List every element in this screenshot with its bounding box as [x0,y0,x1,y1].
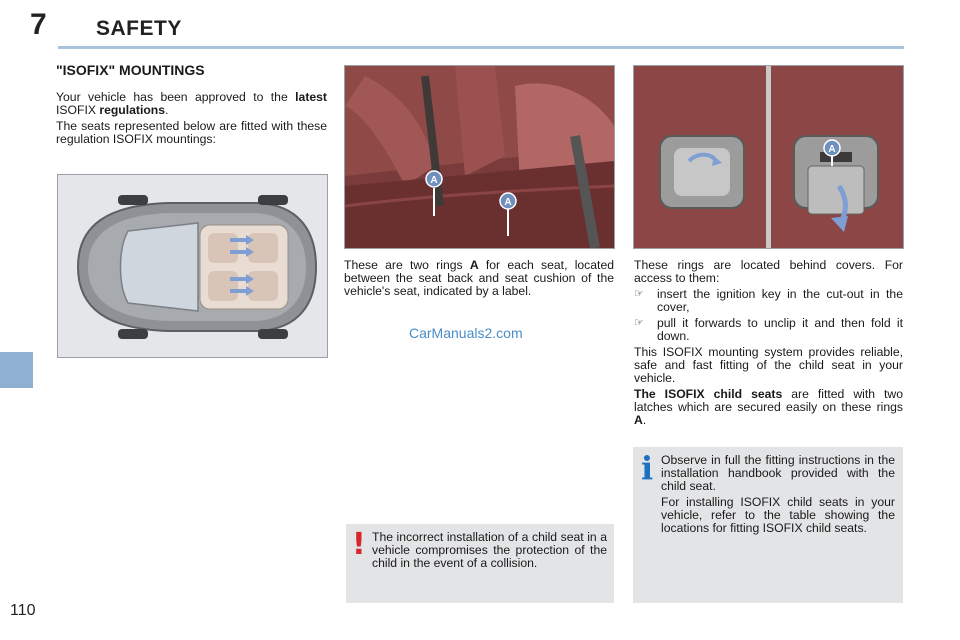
text-part: are fitted with two latches which are secured easily on these rings [634,387,903,414]
intro-text-part: ISOFIX [56,103,100,117]
text-part: These are two rings [344,258,470,272]
car-top-view-illustration [57,174,328,358]
rings-description [344,259,614,301]
ring-covers-svg [634,66,903,248]
text-part: for each seat, located between the seat back and seat cushion of the vehicle's seat, indicated by a label. [344,258,614,298]
ring-label: A [828,144,836,155]
pointer-icon: ☞ [634,317,644,329]
paragraph: Observe in full the fitting instructions in the installation handbook provided with the child seat. [661,453,895,493]
rear-seat-photo [344,65,615,249]
chapter-number: 7 [30,8,47,41]
warning-note-text: The incorrect installation of a child seat in a vehicle compromises the protection of the child in the event of a collision. [372,530,607,570]
ring-ref: A [469,258,479,272]
car-top-view-svg [58,175,327,357]
section-title: "ISOFIX" MOUNTINGS [56,62,205,78]
chapter-title: SAFETY [96,17,182,40]
intro-bold-latest: latest [295,90,327,104]
intro-text-part: Your vehicle has been approved to the [56,90,296,104]
ring-label: A [430,175,438,186]
ring-label: A [504,197,512,208]
list-item-text: pull it forwards to unclip it and then fold it down. [657,316,903,343]
list-item [634,288,903,314]
warning-icon: ! [352,527,366,562]
instruction-list [634,288,903,343]
header-rule [58,46,904,49]
list-item [634,317,903,343]
ring-covers-photo [633,65,904,249]
bold-text: The ISOFIX child seats [634,387,783,401]
chapter-side-tab [0,352,33,388]
info-icon: i [641,449,654,487]
watermark-link[interactable]: CarManuals2.com [409,325,523,341]
access-instructions [634,259,903,430]
ring-ref: A [634,413,643,427]
page-number: 110 [10,602,36,619]
info-note-text [661,454,895,538]
pointer-icon: ☞ [634,288,644,300]
rear-seat-svg [345,66,614,248]
intro-bold-regulations: regulations [99,103,166,117]
text-part: . [642,413,647,427]
intro-text [56,91,327,149]
paragraph: For installing ISOFIX child seats in your vehicle, refer to the table showing the locations for fitting ISOFIX child seats. [661,495,895,535]
list-item-text: insert the ignition key in the cut-out in the cover, [657,287,903,314]
paragraph: These rings are located behind covers. For access to them: [634,258,903,285]
intro-paragraph-2: The seats represented below are fitted with these regulation ISOFIX mountings: [56,119,327,146]
intro-text-part: . [165,103,169,117]
paragraph: This ISOFIX mounting system provides reliable, safe and fast fitting of the child seat in your vehicle. [634,345,903,385]
